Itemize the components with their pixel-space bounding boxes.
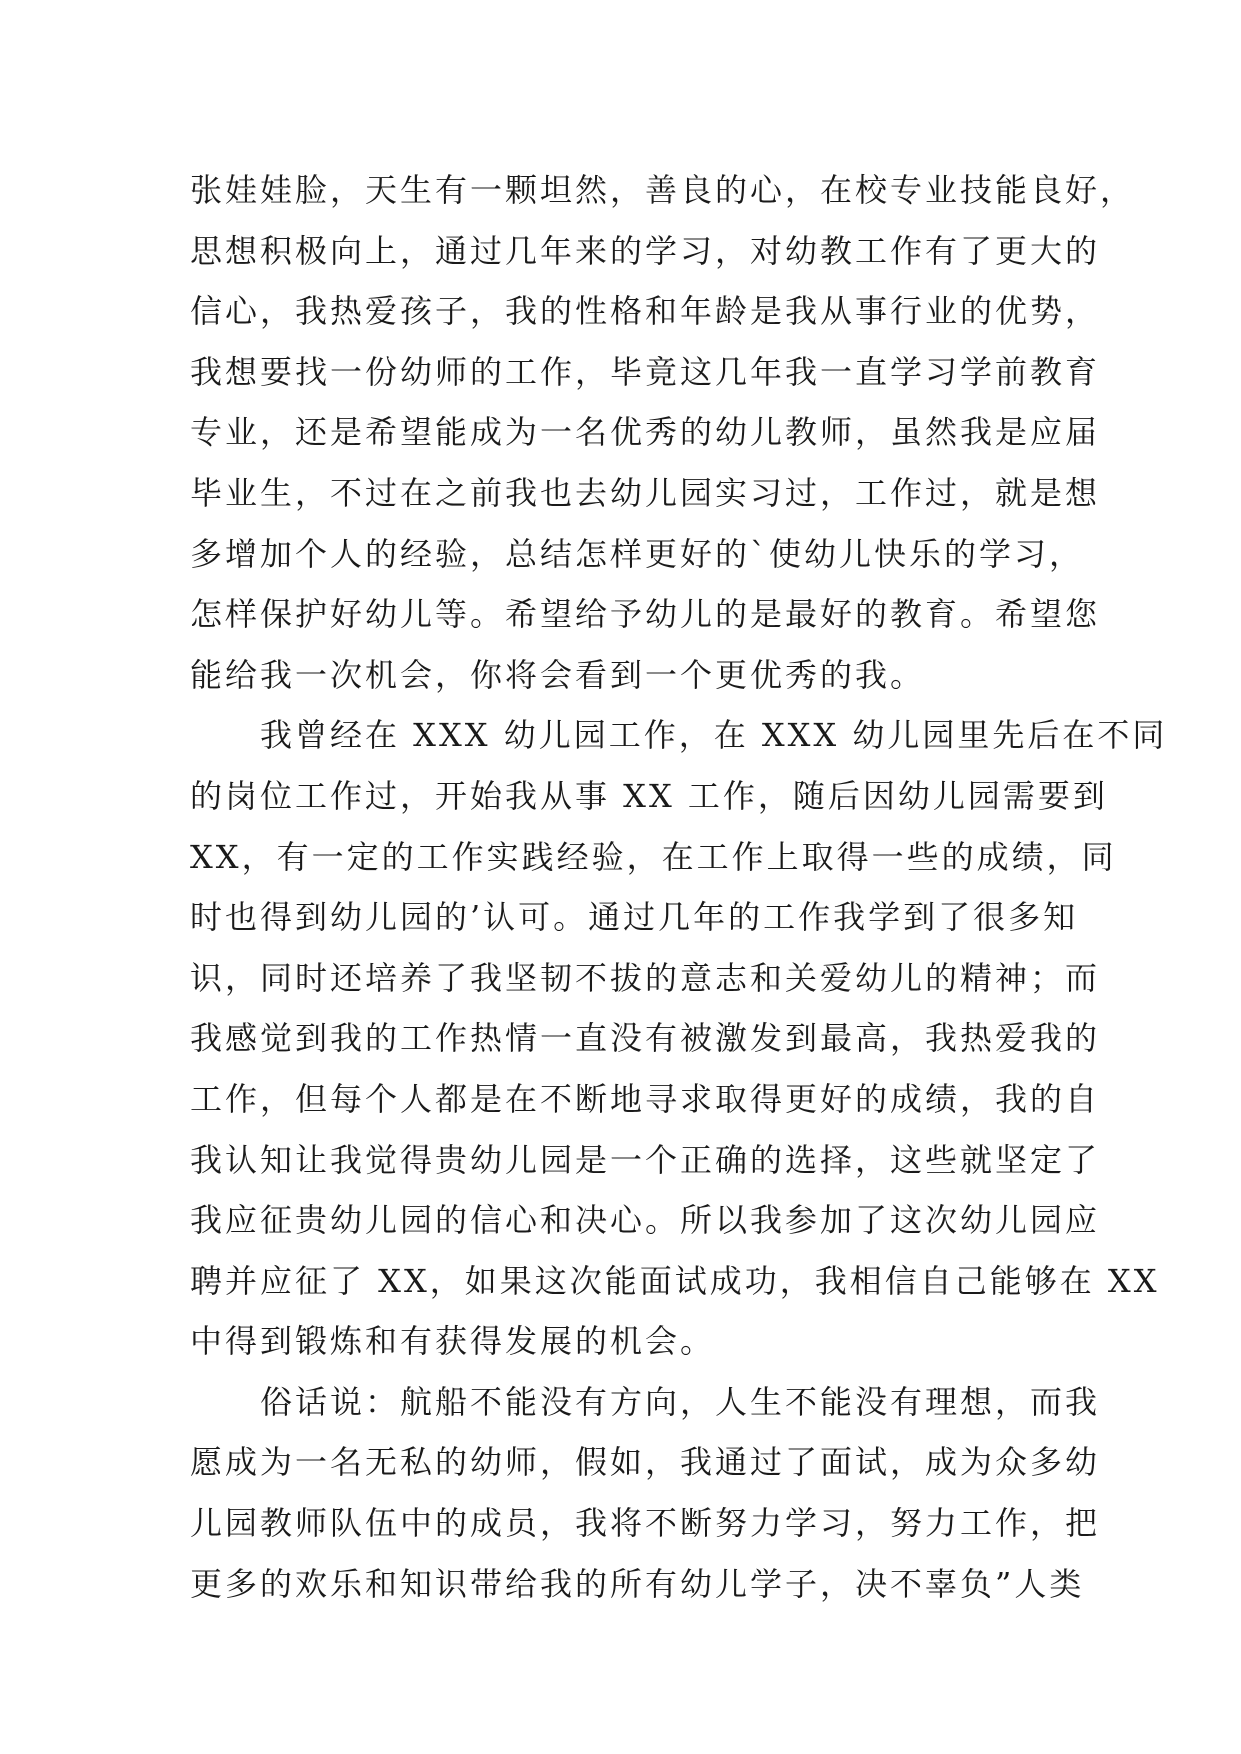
text-line: XX，有一定的工作实践经验，在工作上取得一些的成绩，同 — [190, 837, 1117, 876]
text-line: 识，同时还培养了我坚韧不拔的意志和关爱幼儿的精神；而 — [190, 958, 1101, 997]
paragraph-2 — [190, 705, 1168, 1372]
text-line: 专业，还是希望能成为一名优秀的幼儿教师，虽然我是应届 — [190, 413, 1101, 452]
paragraph-1 — [190, 160, 1136, 705]
text-line: 更多的欢乐和知识带给我的所有幼儿学子，决不辜负”人类 — [190, 1564, 1085, 1603]
text-line: 俗话说：航船不能没有方向，人生不能没有理想，而我 — [260, 1382, 1101, 1421]
text-line: 中得到锻炼和有获得发展的机会。 — [190, 1322, 716, 1361]
text-line: 工作，但每个人都是在不断地寻求取得更好的成绩，我的自 — [190, 1079, 1101, 1118]
paragraph-3 — [190, 1372, 1101, 1614]
text-line: 聘并应征了 XX，如果这次能面试成功，我相信自己能够在 XX — [190, 1261, 1160, 1300]
text-line: 能给我一次机会，你将会看到一个更优秀的我。 — [190, 655, 926, 694]
text-line: 张娃娃脸，天生有一颗坦然，善良的心，在校专业技能良好， — [190, 171, 1136, 209]
text-line: 愿成为一名无私的幼师，假如，我通过了面试，成为众多幼 — [190, 1443, 1101, 1482]
text-line: 我应征贵幼儿园的信心和决心。所以我参加了这次幼儿园应 — [190, 1201, 1101, 1240]
text-line: 我感觉到我的工作热情一直没有被激发到最高，我热爱我的 — [190, 1019, 1101, 1058]
text-line: 的岗位工作过，开始我从事 XX 工作，随后因幼儿园需要到 — [190, 776, 1108, 815]
text-line: 思想积极向上，通过几年来的学习，对幼教工作有了更大的 — [190, 231, 1101, 270]
text-line: 怎样保护好幼儿等。希望给予幼儿的是最好的教育。希望您 — [190, 595, 1101, 634]
text-line: 信心，我热爱孩子，我的性格和年龄是我从事行业的优势， — [190, 292, 1101, 331]
text-line: 我认知让我觉得贵幼儿园是一个正确的选择，这些就坚定了 — [190, 1140, 1101, 1179]
text-line: 我曾经在 XXX 幼儿园工作，在 XXX 幼儿园里先后在不同 — [260, 716, 1168, 755]
text-line: 毕业生，不过在之前我也去幼儿园实习过，工作过，就是想 — [190, 473, 1101, 512]
text-line: 我想要找一份幼师的工作，毕竟这几年我一直学习学前教育 — [190, 352, 1101, 391]
body-text — [190, 160, 1168, 1614]
text-line: 时也得到幼儿园的’认可。通过几年的工作我学到了很多知 — [190, 898, 1079, 937]
text-line: 儿园教师队伍中的成员，我将不断努力学习，努力工作，把 — [190, 1504, 1101, 1543]
text-line: 多增加个人的经验，总结怎样更好的`使幼儿快乐的学习， — [190, 534, 1085, 573]
